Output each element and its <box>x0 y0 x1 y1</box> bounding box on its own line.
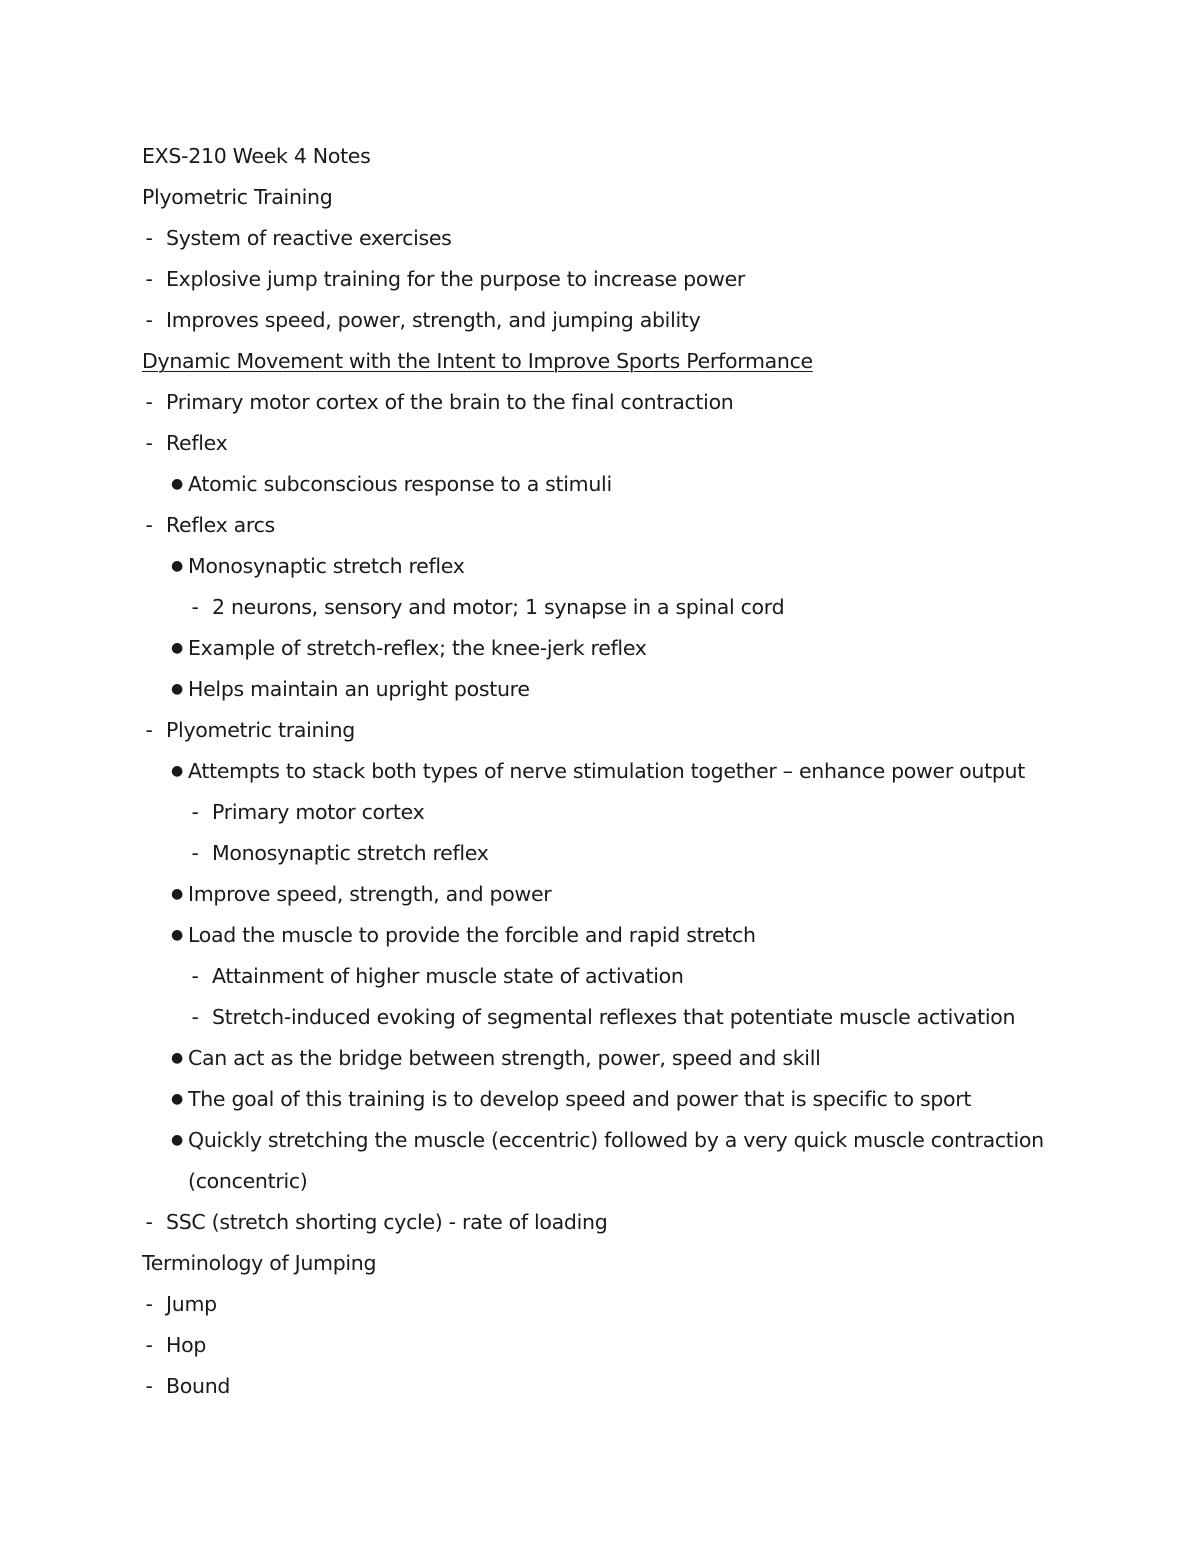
list-item <box>142 218 1082 259</box>
list-item <box>142 874 1082 915</box>
item-text: Attainment of higher muscle state of activation <box>212 964 684 988</box>
list-item <box>142 546 1082 587</box>
item-text: Attempts to stack both types of nerve stimulation together – enhance power output <box>188 759 1025 783</box>
item-text: Atomic subconscious response to a stimuli <box>188 472 612 496</box>
list-item <box>142 587 1082 628</box>
item-text: Load the muscle to provide the forcible and rapid stretch <box>188 923 756 947</box>
item-text: Monosynaptic stretch reflex <box>212 841 489 865</box>
item-text: Monosynaptic stretch reflex <box>188 554 465 578</box>
dash-marker: - <box>145 267 153 291</box>
item-text: Explosive jump training for the purpose to increase power <box>166 267 746 291</box>
item-text: Example of stretch-reflex; the knee-jerk reflex <box>188 636 647 660</box>
dash-marker: - <box>145 1210 153 1234</box>
list-item <box>142 1079 1082 1120</box>
item-text: System of reactive exercises <box>166 226 452 250</box>
list-item <box>142 1120 1082 1161</box>
item-text: Primary motor cortex of the brain to the final contraction <box>166 390 734 414</box>
dash-marker: - <box>145 431 153 455</box>
section-heading: Terminology of Jumping <box>142 1251 377 1275</box>
dash-marker: - <box>145 1374 153 1398</box>
heading-line <box>142 136 1082 177</box>
bullet-icon: ● <box>171 927 183 943</box>
section-heading: EXS-210 Week 4 Notes <box>142 144 371 168</box>
dash-marker: - <box>145 1292 153 1316</box>
list-item <box>142 259 1082 300</box>
item-text: Improve speed, strength, and power <box>188 882 552 906</box>
notes-content <box>142 136 1082 1407</box>
list-item <box>142 505 1082 546</box>
dash-marker: - <box>145 718 153 742</box>
bullet-icon: ● <box>171 476 183 492</box>
dash-marker: - <box>145 308 153 332</box>
item-text: Reflex <box>166 431 228 455</box>
item-text: Helps maintain an upright posture <box>188 677 530 701</box>
dash-marker: - <box>191 841 199 865</box>
list-item <box>142 956 1082 997</box>
bullet-icon: ● <box>171 1132 183 1148</box>
section-heading: Plyometric Training <box>142 185 333 209</box>
list-item <box>142 1284 1082 1325</box>
list-item <box>142 464 1082 505</box>
dash-marker: - <box>145 1333 153 1357</box>
item-text: Stretch-induced evoking of segmental reflexes that potentiate muscle activation <box>212 1005 1016 1029</box>
item-text: SSC (stretch shorting cycle) - rate of loading <box>166 1210 608 1234</box>
dash-marker: - <box>145 513 153 537</box>
list-item <box>142 1202 1082 1243</box>
list-item <box>142 710 1082 751</box>
bullet-icon: ● <box>171 1050 183 1066</box>
bullet-icon: ● <box>171 1091 183 1107</box>
item-text: Bound <box>166 1374 231 1398</box>
heading-line <box>142 177 1082 218</box>
item-text: Hop <box>166 1333 207 1357</box>
dash-marker: - <box>145 226 153 250</box>
list-item <box>142 1038 1082 1079</box>
item-text: Primary motor cortex <box>212 800 425 824</box>
item-text: Reflex arcs <box>166 513 275 537</box>
dash-marker: - <box>191 800 199 824</box>
list-item <box>142 423 1082 464</box>
list-item <box>142 1325 1082 1366</box>
dash-marker: - <box>191 595 199 619</box>
bullet-icon: ● <box>171 886 183 902</box>
item-text: Can act as the bridge between strength, power, speed and skill <box>188 1046 821 1070</box>
bullet-icon: ● <box>171 558 183 574</box>
dash-marker: - <box>191 964 199 988</box>
dash-marker: - <box>145 390 153 414</box>
list-item <box>142 382 1082 423</box>
list-item <box>142 628 1082 669</box>
bullet-icon: ● <box>171 681 183 697</box>
dash-marker: - <box>191 1005 199 1029</box>
item-text: Jump <box>166 1292 217 1316</box>
heading-line <box>142 341 1082 382</box>
item-text: Quickly stretching the muscle (eccentric) followed by a very quick muscle contraction <box>188 1128 1044 1152</box>
item-text: Improves speed, power, strength, and jumping ability <box>166 308 701 332</box>
list-item <box>142 792 1082 833</box>
list-item <box>142 1366 1082 1407</box>
list-item <box>142 751 1082 792</box>
item-text: 2 neurons, sensory and motor; 1 synapse in a spinal cord <box>212 595 785 619</box>
list-item <box>142 915 1082 956</box>
section-heading: Dynamic Movement with the Intent to Improve Sports Performance <box>142 349 813 373</box>
list-item <box>142 1161 1082 1202</box>
bullet-icon: ● <box>171 763 183 779</box>
item-text: (concentric) <box>188 1169 308 1193</box>
heading-line <box>142 1243 1082 1284</box>
item-text: Plyometric training <box>166 718 355 742</box>
list-item <box>142 833 1082 874</box>
list-item <box>142 997 1082 1038</box>
bullet-icon: ● <box>171 640 183 656</box>
item-text: The goal of this training is to develop speed and power that is specific to sport <box>188 1087 972 1111</box>
list-item <box>142 300 1082 341</box>
list-item <box>142 669 1082 710</box>
